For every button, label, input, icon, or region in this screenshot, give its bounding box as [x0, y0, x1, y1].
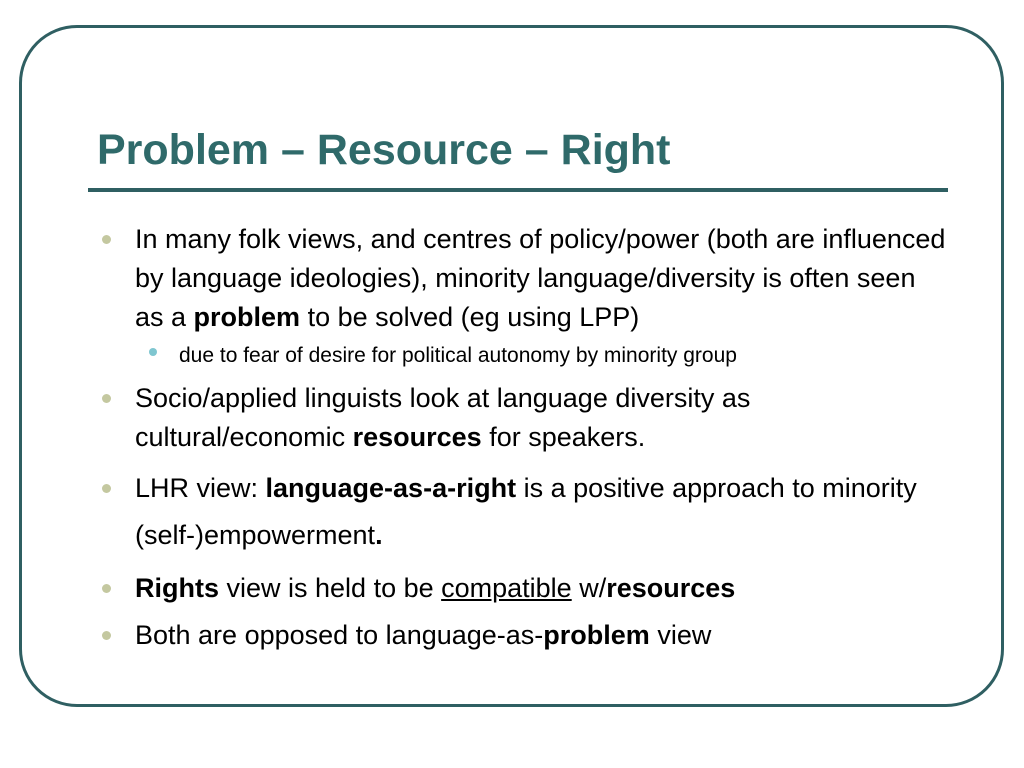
bullet-emphasis: Rights — [135, 573, 219, 603]
bullet-item-right — [96, 465, 946, 559]
bullet-underlined: compatible — [441, 573, 572, 603]
bullet-text: LHR view: — [135, 473, 266, 503]
bullet-emphasis: language-as-a-right — [265, 473, 517, 503]
bullet-text: In many folk views, and centres of policy/power (both are influenced by language ideologies), minority language/diversity is often seen as a — [135, 224, 946, 332]
bullet-emphasis: problem — [543, 620, 650, 650]
bullet-emphasis: . — [375, 520, 383, 550]
bullet-emphasis: resources — [352, 422, 482, 452]
bullet-emphasis: resources — [606, 573, 736, 603]
title-divider — [88, 188, 948, 192]
bullet-text: Both are opposed to language-as- — [135, 620, 544, 650]
bullet-text: Socio/applied linguists look at language diversity as cultural/economic — [135, 383, 751, 452]
bullet-item-opposed — [96, 616, 946, 655]
sub-bullet-item — [96, 341, 946, 371]
bullet-text: view is held to be — [219, 573, 442, 603]
bullet-text: w/ — [571, 573, 607, 603]
slide-content — [96, 220, 946, 655]
bullet-text: is a positive approach to minority (self-)empowerment — [135, 473, 917, 550]
bullet-text: to be solved (eg using LPP) — [300, 302, 640, 332]
bullet-item-compatible — [96, 569, 946, 608]
bullet-text: view — [649, 620, 712, 650]
bullet-item-problem — [96, 220, 946, 337]
sub-bullet-text: due to fear of desire for political autonomy by minority group — [179, 344, 737, 367]
bullet-text: for speakers. — [481, 422, 646, 452]
bullet-emphasis: problem — [193, 302, 301, 332]
bullet-item-resources — [96, 379, 946, 457]
slide-title: Problem – Resource – Right — [97, 126, 671, 174]
